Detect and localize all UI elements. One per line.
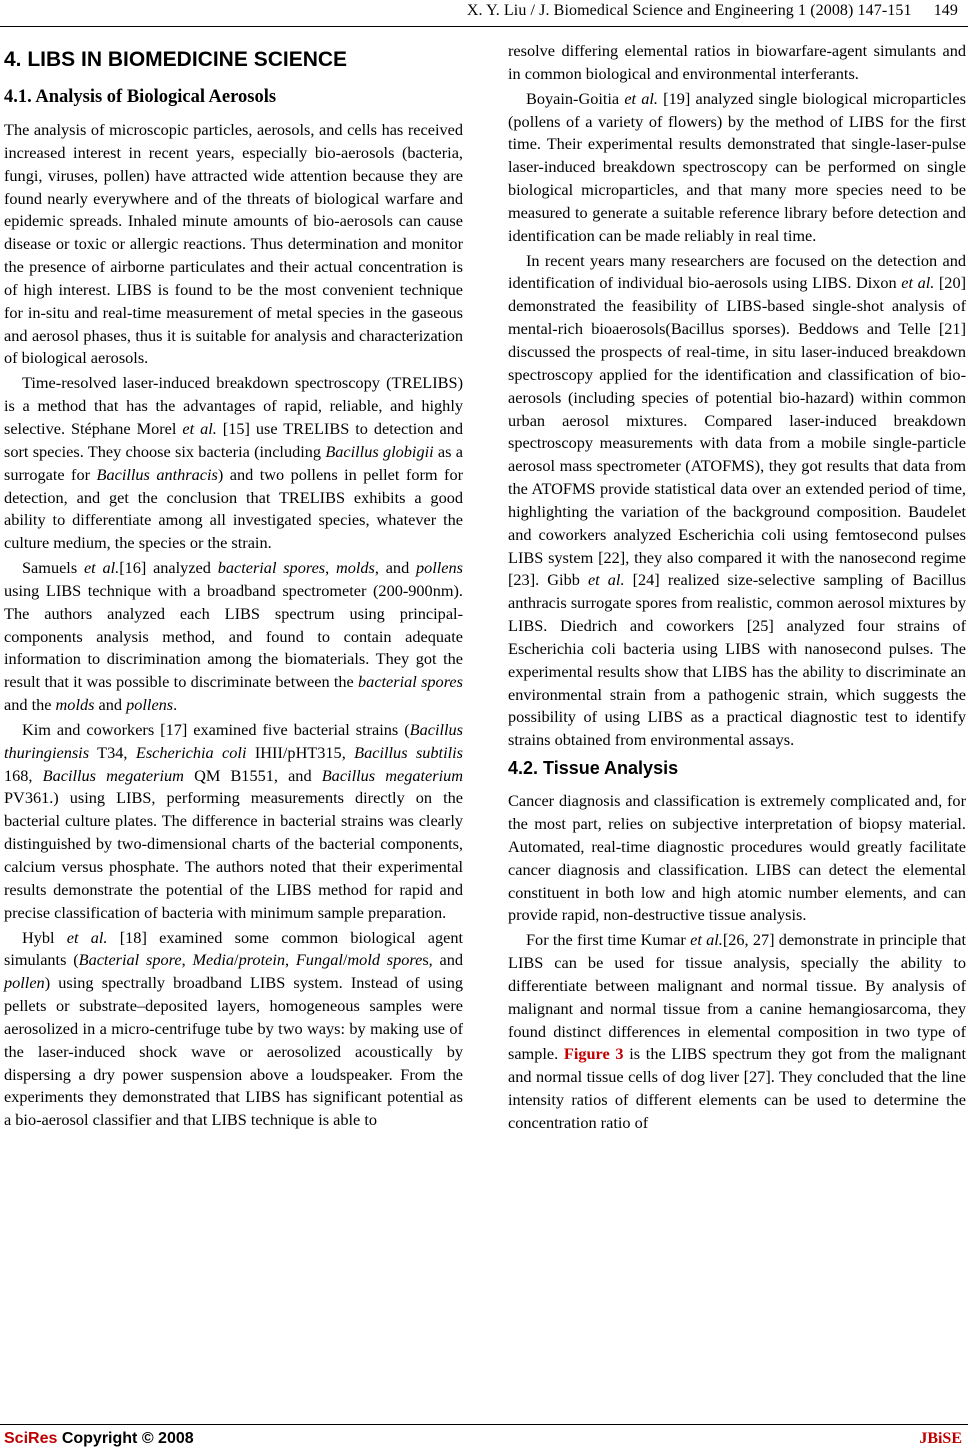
- publisher-brand: SciRes: [4, 1430, 58, 1447]
- paragraph-samuels: Samuels et al.[16] analyzed bacterial spores, molds, and pollens using LIBS technique with a broadband spectrometer (200-900nm). The authors analyzed each LIBS spectrum using principal-components analysis method, and found to contain adequate information to discrimination among the biomaterials. They got the result that it was possible to discriminate between the bacterial spores and the molds and pollens.: [4, 558, 463, 715]
- figure-3-link[interactable]: Figure 3: [563, 1044, 624, 1064]
- left-column: [4, 40, 463, 1132]
- header-divider: [0, 26, 968, 27]
- paragraph-recent-research: In recent years many researchers are focused on the detection and identification of individual bio-aerosols using LIBS. Dixon et al. [20] demonstrated the feasibility of LIBS-based single-shot analysis of mental-rich bioaerosols(Bacillus sporses). Beddows and Telle [21] discussed the prospects of real-time, in situ laser-induced breakdown spectroscopy applied for the identification and classification of bio-aerosols (including species of potential bio-hazard) within common urban aerosol mixtures. Compared laser-induced breakdown spectroscopy measurements with data from a mobile single-particle aerosol mass spectrometer (ATOFMS), they got results that data from the ATOFMS provide statistical data over an extended period of time, highlighting the variation of the background composition. Baudelet and coworkers analyzed Escherichia coli using femtosecond pulses LIBS system [22], they also compared it with the nanosecond regime [23]. Gibb et al. [24] realized size-selective sampling of Bacillus anthracis surrogate spores from realistic, common aerosol mixtures by LIBS. Diedrich and coworkers [25] analyzed four strains of Escherichia coli bacteria using LIBS with nanosecond pulses. The experimental results show that LIBS has the ability to discriminate an environmental strain from a pathogenic strain, which suggests the possibility of using LIBS as a practical diagnostic test to identify strains obtained from environmental assays.: [508, 250, 967, 750]
- paragraph-tissue-intro: Cancer diagnosis and classification is extremely complicated and, for the most part, relies on subjective interpretation of biopsy material. Automated, real-time diagnostic procedures would greatly facilitate cancer diagnosis and classification. LIBS can detect the elemental constituent in both low and high atomic number elements, and can provide rapid, non-destructive tissue analysis.: [508, 791, 966, 925]
- page-footer: [4, 1430, 962, 1448]
- copyright-text: Copyright © 2008: [57, 1430, 194, 1447]
- paragraph-trelibs: Time-resolved laser-induced breakdown spectroscopy (TRELIBS) is a method that has the advantages of rapid, reliable, and highly selective. Stéphane Morel et al. [15] use TRELIBS to detection and sort species. They choose six bacteria (including Bacillus globigii as a surrogate for Bacillus anthracis) and two pollens in pellet form for detection, and get the conclusion that TRELIBS exhibits a good ability to differentiate among all investigated species, whatever the culture medium, the species or the strain.: [4, 373, 464, 553]
- subsection-title-aerosols: 4.1. Analysis of Biological Aerosols: [4, 87, 277, 107]
- paragraph-boyain-goitia: Boyain-Goitia et al. [19] analyzed single biological microparticles (pollens of a variety of flowers) by the method of LIBS for the first time. Their experimental results demonstrated that single-laser-pulse laser-induced breakdown spectroscopy can be performed on single biological microparticles, and that many more species need to be measured to generate a suitable reference library before detection and identification can be made reliably in real time.: [508, 88, 966, 245]
- footer-divider: [0, 1424, 968, 1425]
- paragraph-hybl: Hybl et al. [18] examined some common biological agent simulants (Bacterial spore, Media/protein, Fungal/mold spores, and pollen) using spectrally broadband LIBS system. Instead of using pellets or substrate–deposited layers, homogeneous samples were aerosolized in a micro-centrifuge tube by two ways: by making use of the laser-induced shock wave or aerosolized acoustically by dispersing a dry power suspension above a loudspeaker. From the experiments they demonstrated that LIBS has significant potential as a bio-aerosol classifier and that LIBS technique is able to: [4, 927, 464, 1130]
- paragraph-hybl-continued: resolve differing elemental ratios in biowarfare-agent simulants and in common biological and environmental interferants.: [508, 41, 966, 83]
- running-title: X. Y. Liu / J. Biomedical Science and Engineering 1 (2008) 147-151: [466, 2, 912, 19]
- subsection-title-tissue: 4.2. Tissue Analysis: [508, 758, 679, 779]
- paragraph-kim: Kim and coworkers [17] examined five bacterial strains (Bacillus thuringiensis T34, Escherichia coli IHII/pHT315, Bacillus subtilis 168, Bacillus megaterium QM B1551, and Bacillus megaterium PV361.) using LIBS, performing measurements directly on the bacterial culture plates. The difference in bacterial strains was clearly distinguished by two-dimensional charts of the bacterial components, calcium versus phosphate. The authors noted that their experimental results demonstrate the potential of the LIBS method for rapid and precise classification of bacteria with minimum sample preparation.: [4, 719, 464, 922]
- paragraph-aerosols-intro: The analysis of microscopic particles, aerosols, and cells has received increased interest in recent years, especially bio-aerosols (bacteria, fungi, viruses, pollen) have attracted wide attention because they are found nearly everywhere and of the threats of biological warfare and epidemic spreads. Inhaled minute amounts of bio-aerosols can cause disease or toxic or allergic reactions. Thus determination and monitor the presence of airborne particulates and their actual concentration is of high interest. LIBS is found to be the most convenient technique for in-situ and real-time measurement of metal species in the gaseous and aerosol phases, thus it is suitable for analysis and characterization of biological aerosols.: [4, 120, 463, 368]
- paragraph-kumar: For the first time Kumar et al.[26, 27] demonstrate in principle that LIBS can be used for tissue analysis, specially the ability to differentiate between malignant and normal tissue. By analysis of malignant and normal tissue from a canine hemangiosarcoma, they found distinct differences in elemental composition in two type of sample. Figure 3 is the LIBS spectrum they got from the malignant and normal tissue cells of dog liver [27]. They concluded that the line intensity ratios of different elements can be used to determine the concentration ratio of: [508, 930, 967, 1132]
- right-column: [508, 40, 966, 1135]
- page-number: 149: [933, 2, 958, 19]
- running-header: [0, 2, 958, 20]
- journal-abbreviation: JBiSE: [919, 1430, 962, 1447]
- section-title: 4. LIBS IN BIOMEDICINE SCIENCE: [4, 48, 348, 71]
